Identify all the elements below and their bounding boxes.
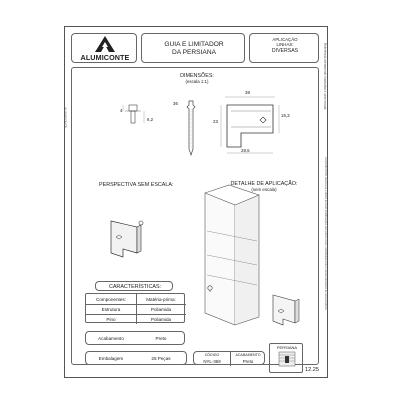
material-header: Matéria-prima: xyxy=(146,296,176,302)
dimension-d1: 4 xyxy=(120,108,123,113)
brand-name: ALUMICONTE xyxy=(80,53,130,62)
right-side-text-top: Referência meramente ilustrativa e sem escala xyxy=(323,43,327,110)
pin-drawing xyxy=(119,99,149,139)
application-box xyxy=(249,33,319,63)
table-row-2-component: Pino xyxy=(106,316,116,322)
dimension-d4: 23 xyxy=(213,119,218,124)
dimension-d5: 15,3 xyxy=(281,113,290,118)
code-value: NYL-369 xyxy=(203,359,221,365)
code-finish-value: Preto xyxy=(242,359,254,365)
alumiconte-logo-icon xyxy=(95,36,115,52)
perspective-drawing xyxy=(105,213,155,263)
logo-box xyxy=(71,33,137,63)
rail-drawing xyxy=(185,191,265,331)
finish-label: Acabamento xyxy=(98,336,124,341)
table-row-1-material: Poliamida xyxy=(150,306,172,312)
detail-scale: (sem escala) xyxy=(251,187,277,192)
table-row-1-component: Estrutura xyxy=(101,306,121,312)
packaging-box xyxy=(85,351,187,365)
detail-drawing xyxy=(269,289,309,329)
code-label: CÓDIGO xyxy=(204,353,220,358)
characteristics-title-box xyxy=(95,281,173,291)
code-box xyxy=(193,351,265,365)
packaging-value: 25 Peças xyxy=(151,356,171,361)
line-value: DIVERSAS xyxy=(271,48,299,54)
datasheet-page xyxy=(64,26,328,378)
dimension-d7: 38 xyxy=(245,90,250,95)
characteristics-table xyxy=(85,293,185,323)
characteristics-title: CARACTERÍSTICAS: xyxy=(108,283,162,290)
dimension-d2: 6,2 xyxy=(147,117,154,122)
finish-value: Preto xyxy=(155,336,167,341)
packaging-label: Embalagem xyxy=(98,356,124,361)
right-side-text-bottom: A ALUMICONTE reserva-se o direito de fazer modificações sem prévio aviso, contribuindo para o desenvolvimento de seus produtos. xyxy=(324,157,327,311)
left-side-text: ALUMICONTE xyxy=(63,107,67,128)
category-label: PERSIANA xyxy=(276,345,298,350)
code-finish-label: ACABAMENTO xyxy=(235,353,261,358)
table-row-2-material: Poliamida xyxy=(150,316,172,322)
components-header: Componentes: xyxy=(96,296,126,302)
dimension-d6: 28,5 xyxy=(241,148,250,153)
detail-pin-drawing xyxy=(205,283,215,293)
front-view-drawing xyxy=(215,93,285,157)
title-line-1: GUIA E LIMITADOR xyxy=(164,41,224,48)
finish-box xyxy=(85,331,185,345)
dimension-d3: 36 xyxy=(173,101,178,106)
title-line-2: DA PERSIANA xyxy=(172,49,216,56)
category-thumbnail-icon xyxy=(278,351,296,367)
perspective-title: PERSPECTIVA SEM ESCALA: xyxy=(99,182,174,188)
title-box xyxy=(141,33,245,63)
dimensions-scale: (escala 1:1) xyxy=(185,79,209,84)
detail-title: DETALHE DE APLICAÇÃO: xyxy=(230,181,298,187)
dimensions-title: DIMENSÕES: xyxy=(180,73,214,79)
category-box xyxy=(269,343,303,373)
page-number: 12.25 xyxy=(305,367,319,373)
line-label: LINHAS: xyxy=(276,42,294,47)
application-label: APLICAÇÃO xyxy=(272,37,298,42)
side-profile-drawing xyxy=(181,99,201,159)
